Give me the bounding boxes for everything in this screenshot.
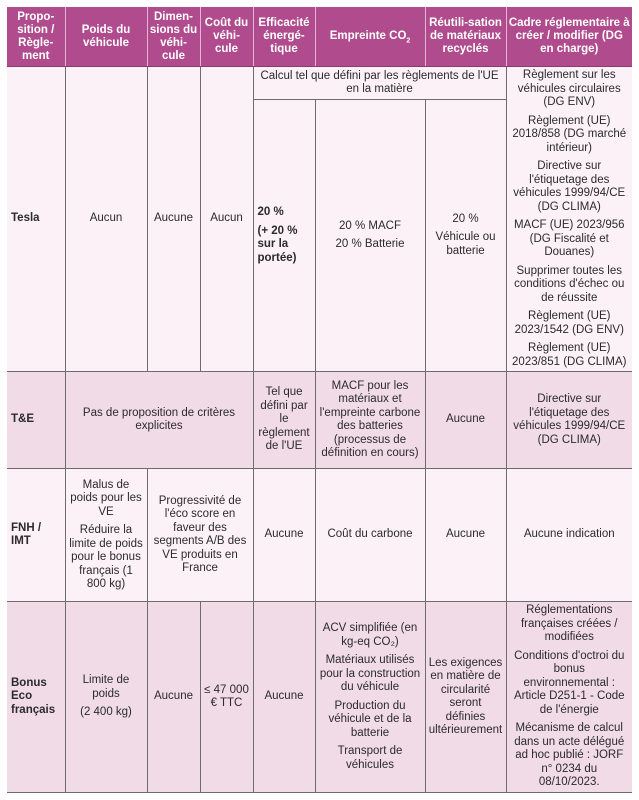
cadre-item: Règlement sur les véhicules circulaires (DG ENV) <box>517 69 621 108</box>
cell-fnh-dimensions-cout-span: Progressivité de l'éco score en faveur des segments A/B des VE produits en France <box>147 469 253 602</box>
row-label-fnh: FNH / IMT <box>7 469 65 602</box>
table-row-bonus <box>7 602 632 793</box>
cell-bonus-reutilisation: Les exigences en matière de circularité seront définies ultérieurement <box>425 602 506 793</box>
poids-item: Malus de poids pour les VE <box>70 478 142 518</box>
table-row-te <box>7 372 632 469</box>
reutilisation-value: 20 % <box>452 212 479 225</box>
cell-bonus-cout: ≤ 47 000 € TTC <box>200 602 253 793</box>
header-row <box>7 7 632 67</box>
row-label-te: T&E <box>7 372 65 469</box>
cell-te-efficacite: Tel que défini par le règlement de l'UE <box>253 372 315 469</box>
cell-fnh-efficacite: Aucune <box>253 469 315 602</box>
empreinte-item: 20 % MACF <box>339 219 401 232</box>
cell-bonus-cadre <box>506 602 632 793</box>
table-row-fnh <box>7 469 632 602</box>
cell-tesla-poids: Aucun <box>65 67 147 372</box>
cadre-item: Mécanisme de calcul dans un acte délégué ad hoc publié : JORF n° 0234 du 08/10/2023. <box>514 722 625 789</box>
reutilisation-note: Véhicule ou batterie <box>435 231 496 257</box>
empreinte-item: Production du véhicule et de la batterie <box>328 699 412 739</box>
empreinte-item: 20 % Batterie <box>335 238 405 250</box>
cell-te-empreinte: MACF pour les matériaux et l'empreinte carbone des batteries (processus de définition en cours) <box>315 372 425 469</box>
cadre-item: Supprimer toutes les conditions d'échec ou de réussite <box>514 264 625 304</box>
cell-tesla-empreinte <box>315 100 425 372</box>
cell-tesla-cout: Aucun <box>200 67 253 372</box>
cell-bonus-efficacite: Aucune <box>253 602 315 793</box>
header-poids: Poids du véhicule <box>65 7 147 67</box>
empreinte-item: ACV simplifiée (en kg-eq CO₂) <box>322 622 418 648</box>
cell-te-reutilisation: Aucune <box>425 372 506 469</box>
header-efficacite: Efficacité énergé-tique <box>253 7 315 67</box>
cell-fnh-poids <box>65 469 147 602</box>
header-dimensions: Dimen-sions du véhi-cule <box>147 7 200 67</box>
empreinte-item: Matériaux utilisés pour la construction du véhicule <box>319 654 421 693</box>
empreinte-item: Transport de véhicules <box>337 745 403 771</box>
cell-fnh-empreinte: Coût du carbone <box>315 469 425 602</box>
efficacite-note: (+ 20 % sur la portée) <box>257 224 298 264</box>
cadre-item: Réglementations françaises créées / modifiées <box>520 604 618 644</box>
cell-bonus-empreinte <box>315 602 425 793</box>
cell-bonus-poids <box>65 602 147 793</box>
header-reutilisation: Réutili-sation de matériaux recyclés <box>425 7 506 67</box>
header-empreinte <box>315 7 425 67</box>
cell-te-cadre: Directive sur l'étiquetage des véhicules 1999/94/CE (DG CLIMA) <box>506 372 632 469</box>
cell-fnh-cadre: Aucune indication <box>506 469 632 602</box>
row-label-tesla: Tesla <box>7 67 65 372</box>
header-cout: Coût du véhi-cule <box>200 7 253 67</box>
cell-tesla-reutilisation <box>425 100 506 372</box>
regulation-comparison-table <box>7 7 632 793</box>
cell-fnh-reutilisation: Aucune <box>425 469 506 602</box>
cadre-item: Règlement (UE) 2023/851 (DG CLIMA) <box>512 342 627 368</box>
header-cadre: Cadre réglementaire à créer / modifier (DG en charge) <box>506 7 632 67</box>
cell-tesla-dimensions: Aucune <box>147 67 200 372</box>
header-proposition: Propo-sition / Règle-ment <box>7 7 65 67</box>
efficacite-value: 20 % <box>257 206 284 218</box>
cell-tesla-efficacite <box>253 100 315 372</box>
cell-tesla-calcul-span: Calcul tel que défini par les règlements de l'UE en la matière <box>253 67 506 100</box>
poids-item: (2 400 kg) <box>80 706 132 719</box>
cadre-item: MACF (UE) 2023/956 (DG Fiscalité et Douanes) <box>513 219 625 258</box>
cadre-item: Règlement (UE) 2023/1542 (DG ENV) <box>514 310 624 336</box>
cell-te-criteres-span: Pas de proposition de critères explicites <box>65 372 253 469</box>
header-empreinte-subscript: 2 <box>406 37 411 45</box>
cadre-item: Règlement (UE) 2018/858 (DG marché intérieur) <box>512 114 627 154</box>
cell-tesla-cadre <box>506 67 632 372</box>
cell-bonus-dimensions: Aucune <box>147 602 200 793</box>
table-row-tesla <box>7 67 632 100</box>
poids-item: Réduire la limite de poids pour le bonus français (1 800 kg) <box>69 524 143 590</box>
row-label-bonus: Bonus Eco français <box>7 602 65 793</box>
cadre-item: Conditions d'octroi du bonus environnemental : Article D251-1 - Code de l'énergie <box>513 649 625 716</box>
cadre-item: Directive sur l'étiquetage des véhicules 1999/94/CE (DG CLIMA) <box>513 160 626 213</box>
header-empreinte-label: Empreinte CO <box>329 30 407 42</box>
poids-item: Limite de poids <box>82 674 130 700</box>
